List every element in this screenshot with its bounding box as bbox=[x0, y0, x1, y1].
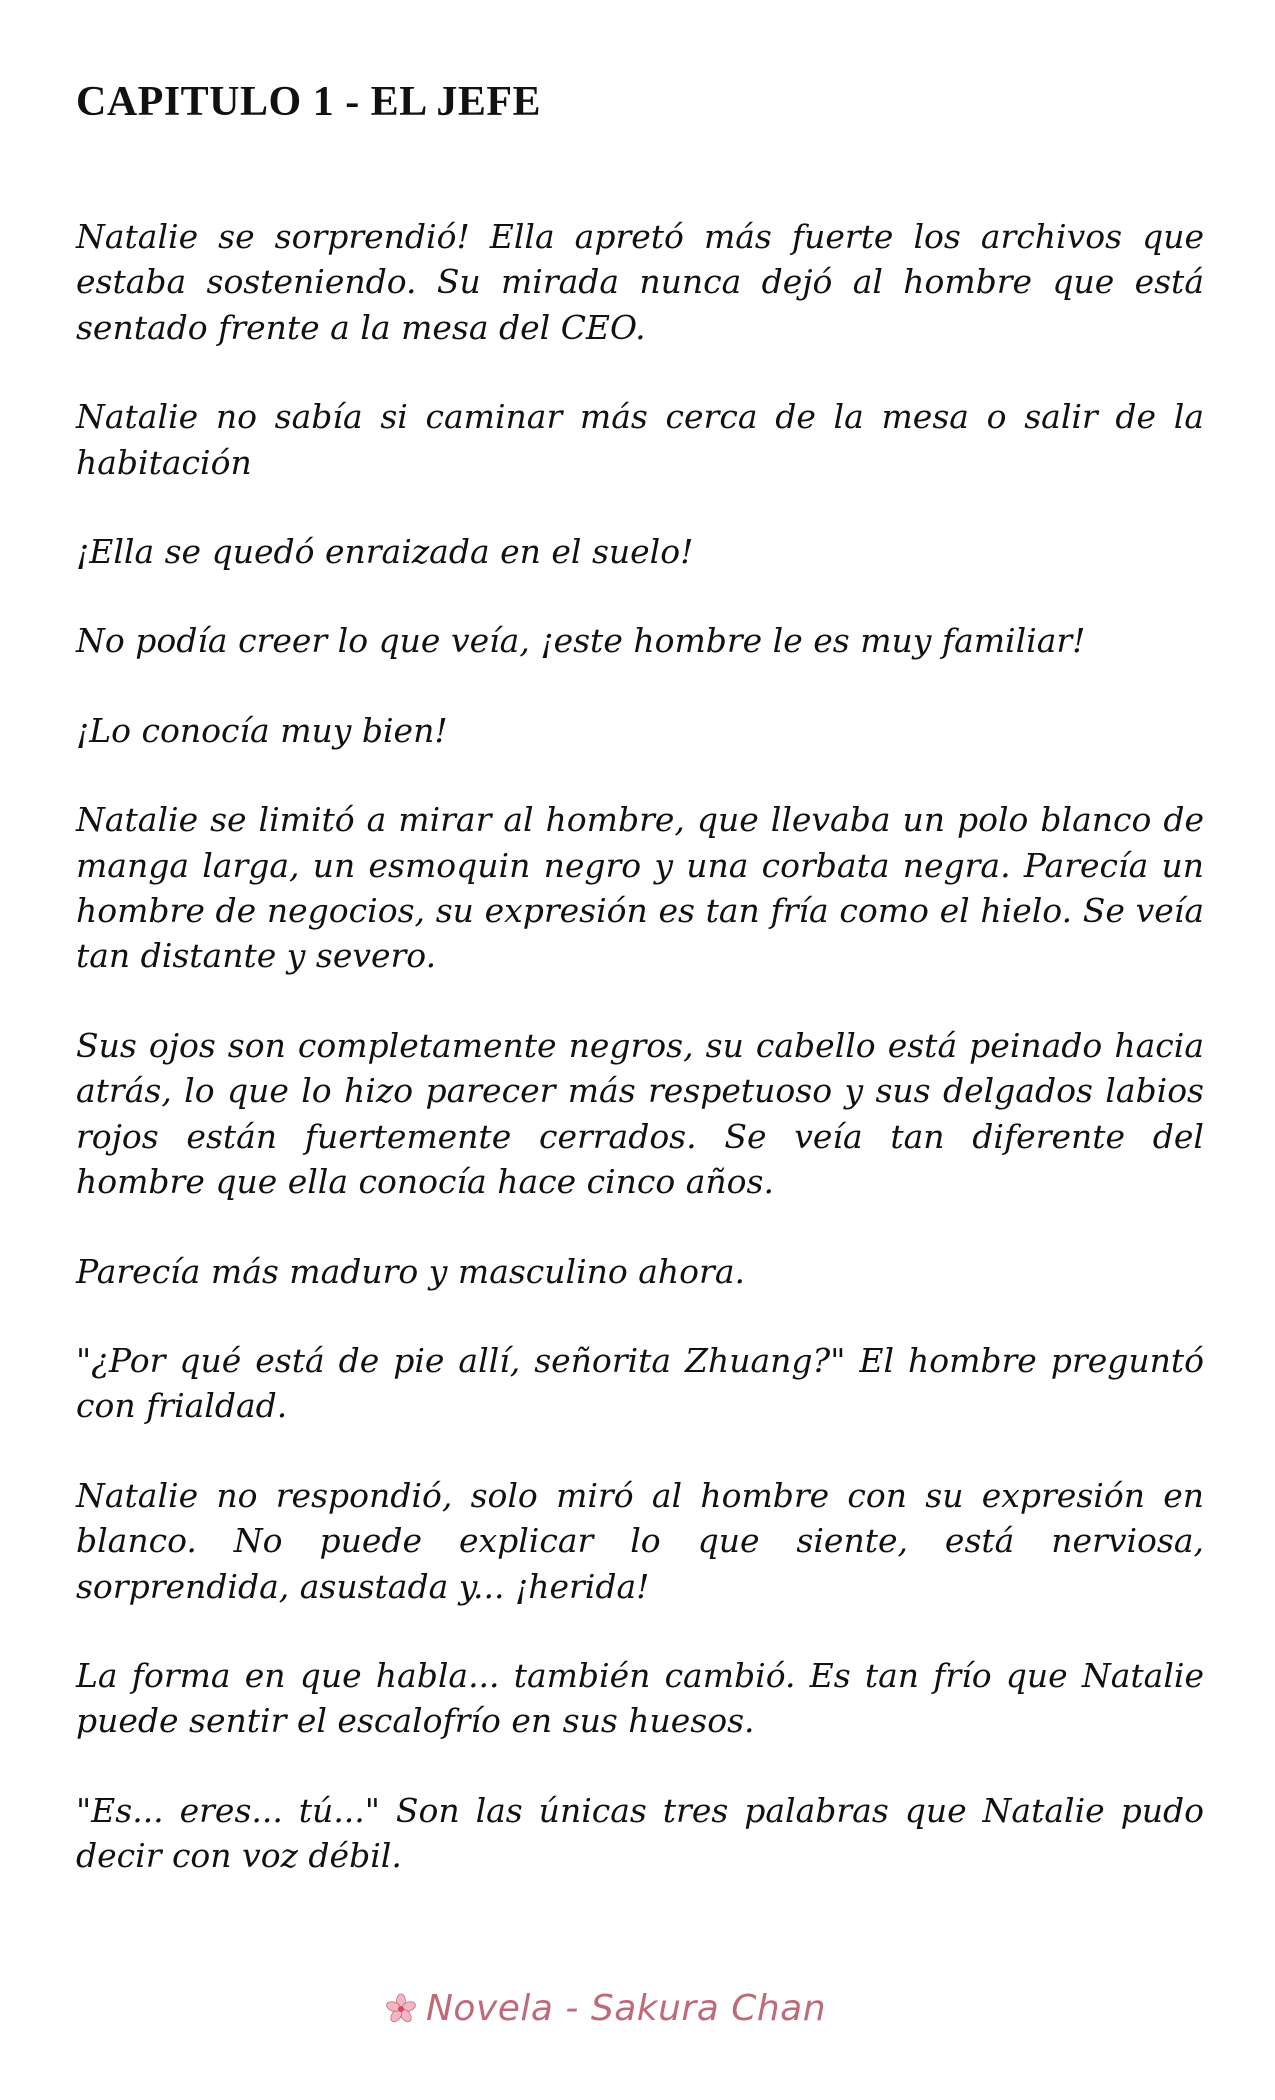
paragraph: No podía creer lo que veía, ¡este hombre le es muy familiar! bbox=[76, 621, 1086, 661]
paragraph: ¡Ella se quedó enraizada en el suelo! bbox=[76, 532, 694, 572]
watermark-text: Novela - Sakura Chan bbox=[426, 1988, 827, 2029]
paragraph: Parecía más maduro y masculino ahora. bbox=[76, 1251, 745, 1291]
paragraph: "Es... eres... tú..." Son las únicas tres palabras que Natalie pudo decir con voz débil. bbox=[76, 1790, 1204, 1876]
chapter-body bbox=[76, 214, 1204, 1923]
paragraph: La forma en que habla... también cambió. Es tan frío que Natalie puede sentir el escalofrío en sus huesos. bbox=[76, 1655, 1204, 1741]
paragraph: Sus ojos son completamente negros, su cabello está peinado hacia atrás, lo que lo hizo parecer más respetuoso y sus delgados labios rojos están fuertemente cerrados. Se veía tan diferente del hombre que ella conocía hace cinco años. bbox=[76, 1025, 1204, 1202]
paragraph: Natalie no respondió, solo miró al hombre con su expresión en blanco. No puede explicar lo que siente, está nerviosa, sorprendida, asustada y... ¡herida! bbox=[76, 1475, 1204, 1606]
paragraph: Natalie se limitó a mirar al hombre, que llevaba un polo blanco de manga larga, un esmoquin negro y una corbata negra. Parecía un hombre de negocios, su expresión es tan fría como el hielo. Se veía tan distante y severo. bbox=[76, 800, 1204, 976]
paragraph: ¡Lo conocía muy bien! bbox=[76, 710, 448, 750]
watermark bbox=[384, 1988, 826, 2029]
chapter-title: CAPITULO 1 - EL JEFE bbox=[76, 79, 542, 125]
paragraph: Natalie se sorprendió! Ella apretó más fuerte los archivos que estaba sosteniendo. Su mirada nunca dejó al hombre que está sentado frente a la mesa del CEO. bbox=[76, 217, 1204, 347]
sakura-flower-icon bbox=[384, 1992, 418, 2026]
paragraph: "¿Por qué está de pie allí, señorita Zhuang?" El hombre preguntó con frialdad. bbox=[76, 1340, 1204, 1426]
paragraph: Natalie no sabía si caminar más cerca de la mesa o salir de la habitación bbox=[76, 397, 1204, 482]
